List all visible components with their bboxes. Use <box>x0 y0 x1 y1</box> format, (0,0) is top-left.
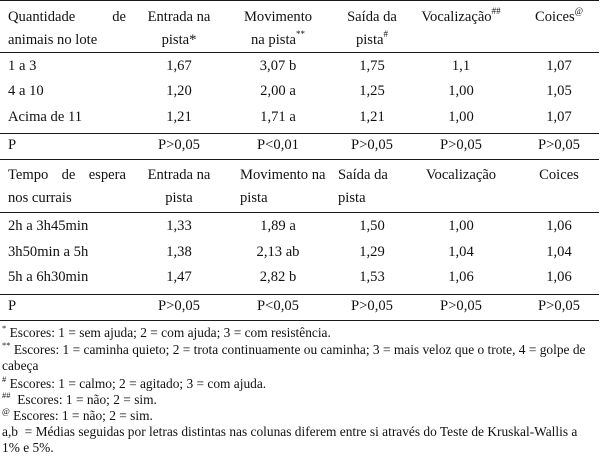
table2-p-rule <box>0 294 599 295</box>
table1-header-movimento-line1: Movimento <box>243 9 313 25</box>
table1-p-rule <box>0 133 599 134</box>
table1-header <box>0 6 600 52</box>
footnote: # Escores: 1 = calmo; 2 = agitado; 3 = com ajuda. <box>2 373 267 391</box>
table1-header-entrada-line2: pista* <box>161 32 197 48</box>
table2-header-vocalizacao: Vocalização <box>425 167 497 183</box>
table-bottom-rule <box>0 320 599 321</box>
table1-header-saida-line2: pista# <box>355 29 389 48</box>
table2-header-coices: Coices <box>539 167 579 183</box>
table1-header-rule <box>0 52 599 53</box>
table2-header-saida-line2: pista <box>338 190 366 206</box>
table2-header <box>0 164 600 210</box>
table2-header-col1-line2: nos currais <box>8 190 72 206</box>
footnote: @ Escores: 1 = não; 2 = sim. <box>2 405 153 423</box>
table2-header-saida-line1: Saída da <box>338 167 388 183</box>
table1-header-col1-line2: animais no lote <box>8 32 98 48</box>
table2-top-rule <box>0 159 599 160</box>
table2-header-movimento: Movimento na pista <box>240 167 326 206</box>
table1-header-vocalizacao: Vocalização## <box>421 6 501 25</box>
table1-header-coices: Coices@ <box>534 6 584 25</box>
footnote: ## Escores: 1 = não; 2 = sim. <box>2 389 157 407</box>
table2-header-rule <box>0 212 599 213</box>
table2-header-col1-line1: Tempo de espera <box>8 167 126 183</box>
table1-header-col1-line1: Quantidade de <box>8 9 126 25</box>
results-table-page: Quantidade de animais no lote Entrada na pista* Movimento na pista** Saída da pista# Vocalização## Coices@ 1 a 3 1,67 3,07 b 1,75 1,1 1,07 4 a 10 1,20 2,00 a 1,25 1,00 1,05 Acima de 11 1,21 1,71 a 1,21 1,00 1,07 P P>0,05 P<0,01 P>0,05 P>0,05 P>0,05 Tempo de espera nos currais Entrada na pista Movimento na pista Saída da pista Vocalização Coices 2h a 3h45min 1,33 1,89 a 1,50 1,00 1,06 3h50min a 5h 1,38 2,13 ab 1,29 1,04 1,04 5h a 6h30min 1,47 2,82 b 1,53 1,06 1,06 P P>0,05 P<0,05 P>0,05 P>0,05 P>0,05 * Escores: 1 = sem ajuda; 2 = com ajuda; 3 = com resistência. ** Escores: 1 = caminha quieto; 2 = trota continuamente ou caminha; 3 = mais veloz que o trote, 4 = golpe de cabeça # Escores: 1 = calmo; 2 = agitado; 3 = com ajuda. ## Escores: 1 = não; 2 = sim. @ Escores: 1 = não; 2 = sim. a,b = Médias seguidas por letras distintas nas colunas diferem entre si através do Teste de Kruskal-Wallis a 1% e 5%. <box>0 0 600 461</box>
footnote: * Escores: 1 = sem ajuda; 2 = com ajuda; 3 = com resistência. <box>2 322 331 340</box>
table1-header-movimento-line2: na pista** <box>251 29 305 48</box>
table2-header-entrada-line1: Entrada na <box>147 167 211 183</box>
table2-header-entrada-line2: pista <box>165 190 193 206</box>
table1-header-saida-line1: Saída da <box>347 9 397 25</box>
footnote: ** Escores: 1 = caminha quieto; 2 = trota continuamente ou caminha; 3 = mais veloz que o trote, 4 = golpe de cabeça <box>2 339 586 373</box>
footnote: a,b = Médias seguidas por letras distintas nas colunas diferem entre si através do Teste de Kruskal-Wallis a 1% e 5%. <box>2 424 581 455</box>
table1-header-entrada-line1: Entrada na <box>147 9 211 25</box>
table-top-rule <box>0 0 599 1</box>
